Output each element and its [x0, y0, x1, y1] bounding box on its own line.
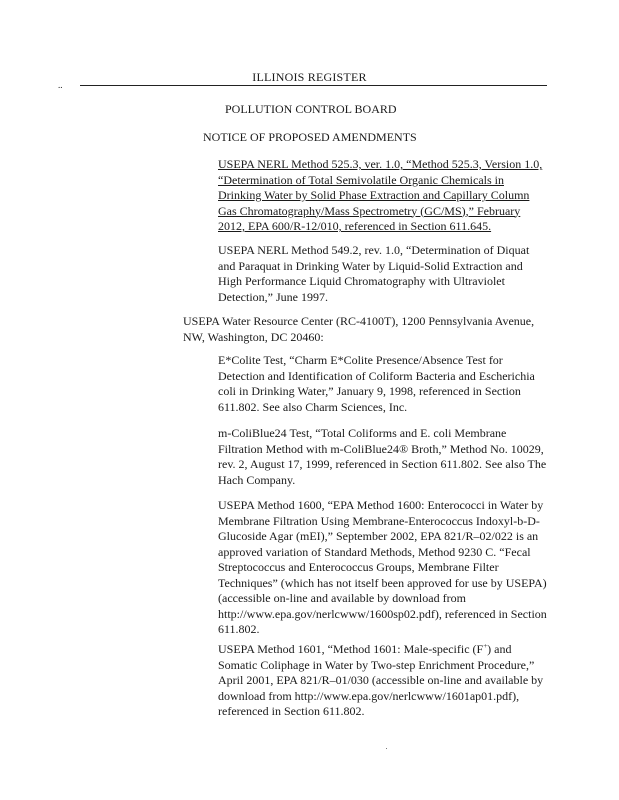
entry-method-1601-sup: +	[483, 642, 488, 650]
entry-method-1601	[218, 642, 548, 720]
entry-method-1601-text-a: USEPA Method 1601, “Method 1601: Male-specific (F	[218, 642, 484, 656]
entry-water-resource-center-text: USEPA Water Resource Center (RC-4100T), 1200 Pennsylvania Avenue, NW, Washington, DC 20460:	[183, 314, 535, 344]
entry-m-coliblue24	[218, 426, 548, 488]
board-name: POLLUTION CONTROL BOARD	[225, 102, 397, 116]
entry-water-resource-center	[183, 314, 548, 345]
header-rule	[80, 85, 547, 86]
entry-method-525-3	[218, 157, 548, 235]
entry-method-525-3-text: USEPA NERL Method 525.3, ver. 1.0, “Method 525.3, Version 1.0, “Determination of Total Semivolatile Organic Chemicals in Drinking Water by Solid Phase Extraction and Capillary Column Gas Chromatography/Mass Spectrometry (GC/MS),” February 2012, EPA 600/R-12/010, referenced in Section 611.645.	[218, 157, 543, 233]
entry-method-549-2-text: USEPA NERL Method 549.2, rev. 1.0, “Determination of Diquat and Paraquat in Drinking Water by Liquid-Solid Extraction and High Performance Liquid Chromatography with Ultraviolet Detection,” June 1997.	[218, 243, 530, 304]
entry-method-1600	[218, 498, 548, 638]
page-speck	[386, 748, 387, 749]
entry-method-1601-text-b: ) and Somatic Coliphage in Water by Two-step Enrichment Procedure,” April 2001, EPA 821/R–01/030 (accessible on-line and available by download from http://www.epa.gov/nerlcwww/1601ap01.pdf), referenced in Section 611.802.	[218, 642, 544, 718]
register-title: ILLINOIS REGISTER	[252, 70, 367, 84]
entry-ecolite-test	[218, 353, 548, 415]
entry-method-549-2	[218, 243, 548, 305]
entry-m-coliblue24-text: m-ColiBlue24 Test, “Total Coliforms and E. coli Membrane Filtration Method with m-ColiBlue24® Broth,” Method No. 10029, rev. 2, August 17, 1999, referenced in Section 611.802. See also The Hach Company.	[218, 426, 547, 487]
header-mark: ..	[58, 80, 63, 90]
entry-ecolite-test-text: E*Colite Test, “Charm E*Colite Presence/Absence Test for Detection and Identification of Coliform Bacteria and Escherichia coli in Drinking Water,” January 9, 1998, referenced in Section 611.802. See also Charm Sciences, Inc.	[218, 353, 535, 414]
notice-title: NOTICE OF PROPOSED AMENDMENTS	[203, 130, 417, 144]
entry-method-1600-text: USEPA Method 1600, “EPA Method 1600: Enterococci in Water by Membrane Filtration Using Membrane-Enterococcus Indoxyl-b-D- Glucoside Agar (mEI),” September 2002, EPA 821/R–02/022 is an approved variation of Standard Methods, Method 9230 C. “Fecal Streptococcus and Enterococcus Groups, Membrane Filter Techniques” (which has not itself been approved for use by USEPA) (accessible on-line and available by download from http://www.epa.gov/nerlcwww/1600sp02.pdf), referenced in Section 611.802.	[218, 498, 547, 636]
